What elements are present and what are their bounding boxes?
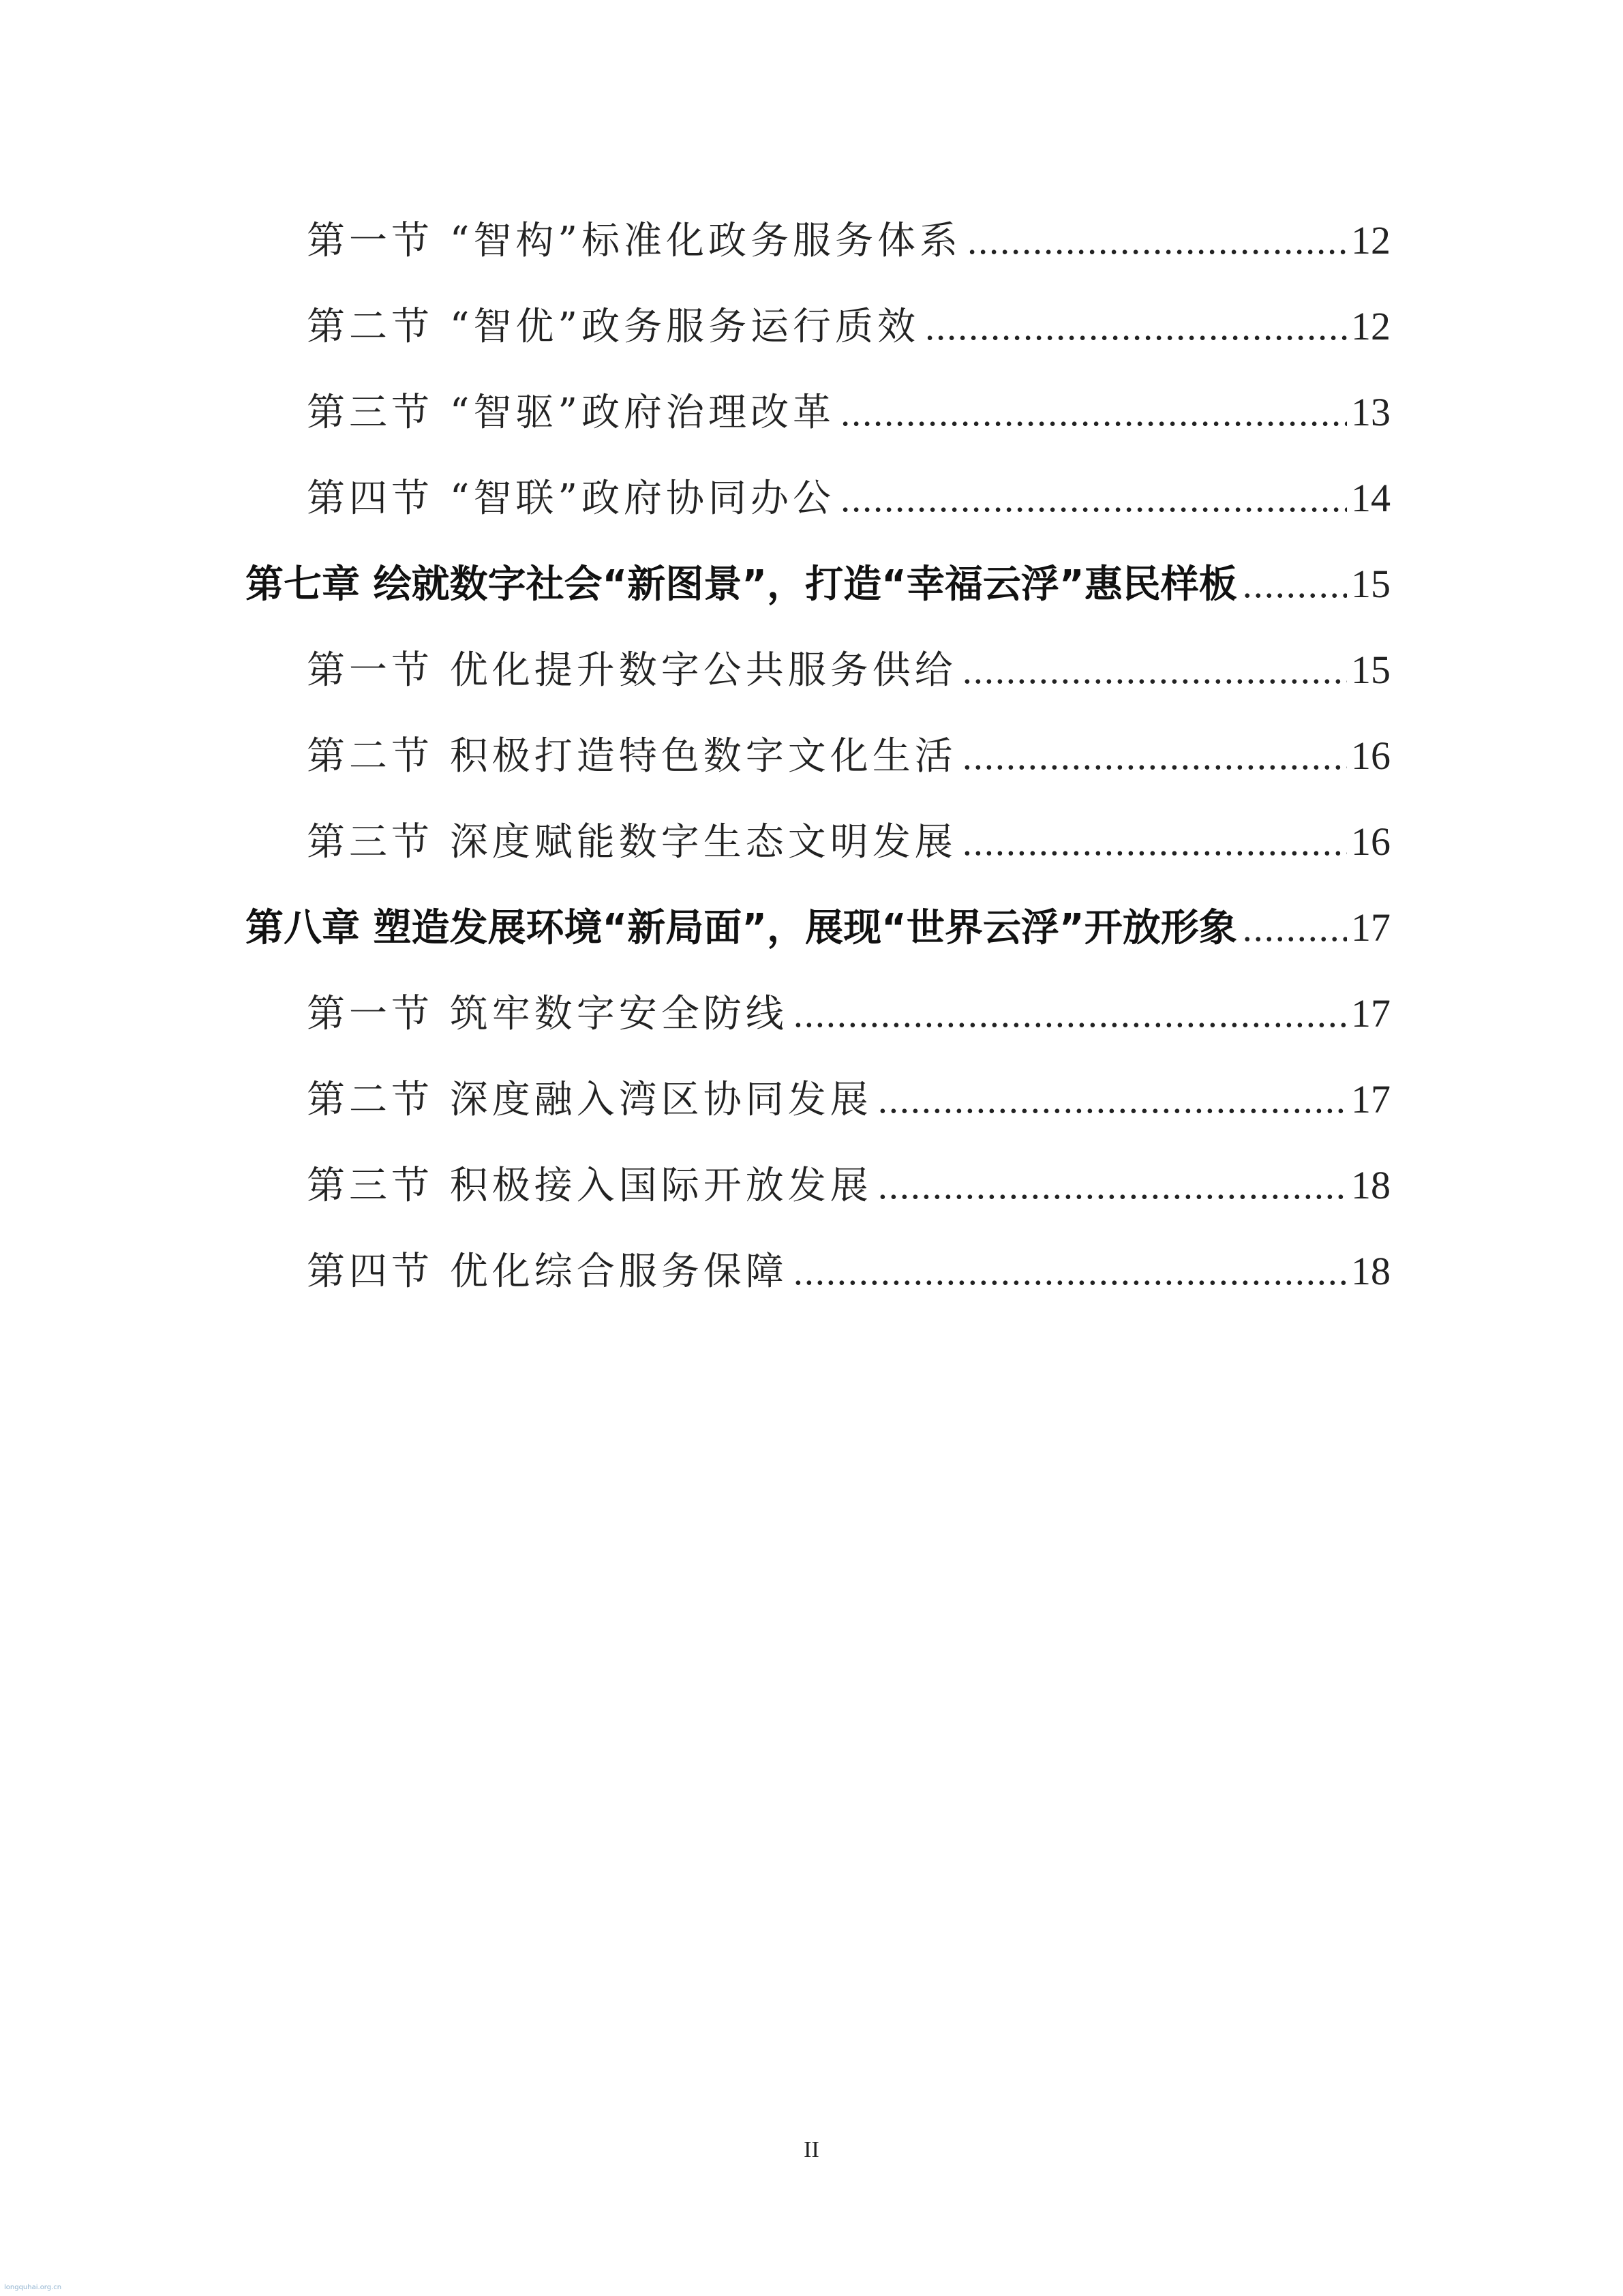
toc-page-number: 13	[1351, 390, 1391, 434]
toc-leader-dots	[793, 1229, 1347, 1315]
toc-entry-section[interactable]	[245, 713, 1391, 799]
toc-page-number: 15	[1351, 562, 1391, 606]
toc-page-number: 18	[1351, 1163, 1391, 1207]
toc-entry-label: 第三节 “智驱”政府治理改革	[307, 391, 836, 435]
toc-leader-dots	[840, 456, 1347, 542]
toc-leader-dots	[962, 628, 1347, 714]
watermark: longquhai.org.cn	[4, 2284, 62, 2291]
toc-leader-dots	[878, 1057, 1347, 1143]
toc-entry-section[interactable]	[245, 1228, 1391, 1314]
toc-page-number: 15	[1351, 648, 1391, 692]
toc-leader-dots	[840, 370, 1347, 456]
toc-entry-label: 第三节 积极接入国际开放发展	[307, 1164, 873, 1208]
toc-leader-dots	[1243, 542, 1347, 628]
toc-entry-label: 第三节 深度赋能数字生态文明发展	[307, 820, 957, 864]
toc-entry-section[interactable]	[245, 284, 1391, 369]
toc-leader-dots	[962, 714, 1347, 800]
toc-page-number: 12	[1351, 218, 1391, 262]
toc-entry-section[interactable]	[245, 455, 1391, 541]
toc-leader-dots	[878, 1143, 1347, 1229]
toc-leader-dots	[925, 284, 1347, 370]
toc-leader-dots	[793, 971, 1347, 1057]
toc-entry-label: 第一节 “智构”标准化政务服务体系	[307, 219, 962, 263]
table-of-contents	[245, 198, 1391, 1314]
toc-entry-label: 第一节 筑牢数字安全防线	[307, 992, 788, 1036]
page-number: II	[804, 2137, 819, 2162]
toc-entry-label: 第八章 塑造发展环境“新局面”，展现“世界云浮”开放形象	[245, 906, 1237, 950]
toc-entry-label: 第二节 积极打造特色数字文化生活	[307, 734, 957, 779]
toc-entry-label: 第四节 “智联”政府协同办公	[307, 477, 836, 521]
toc-leader-dots	[967, 198, 1347, 284]
toc-entry-section[interactable]	[245, 627, 1391, 713]
toc-entry-section[interactable]	[245, 971, 1391, 1057]
toc-entry-section[interactable]	[245, 799, 1391, 885]
toc-leader-dots	[962, 800, 1347, 886]
toc-page-number: 17	[1351, 905, 1391, 950]
toc-entry-label: 第七章 绘就数字社会“新图景”，打造“幸福云浮”惠民样板	[245, 562, 1237, 607]
toc-page-number: 17	[1351, 1077, 1391, 1121]
toc-page-number: 16	[1351, 734, 1391, 778]
toc-entry-label: 第四节 优化综合服务保障	[307, 1250, 788, 1294]
toc-entry-label: 第一节 优化提升数字公共服务供给	[307, 648, 957, 693]
toc-page-number: 16	[1351, 819, 1391, 864]
toc-entry-section[interactable]	[245, 1057, 1391, 1143]
toc-page-number: 14	[1351, 476, 1391, 520]
toc-page-number: 12	[1351, 304, 1391, 348]
toc-entry-section[interactable]	[245, 1143, 1391, 1228]
toc-page-number: 18	[1351, 1249, 1391, 1293]
toc-entry-label: 第二节 “智优”政务服务运行质效	[307, 305, 920, 349]
toc-leader-dots	[1243, 886, 1347, 971]
toc-entry-chapter[interactable]	[245, 541, 1391, 627]
toc-entry-chapter[interactable]	[245, 885, 1391, 971]
toc-entry-section[interactable]	[245, 369, 1391, 455]
toc-page-number: 17	[1351, 991, 1391, 1036]
toc-entry-section[interactable]	[245, 198, 1391, 284]
toc-entry-label: 第二节 深度融入湾区协同发展	[307, 1078, 873, 1122]
